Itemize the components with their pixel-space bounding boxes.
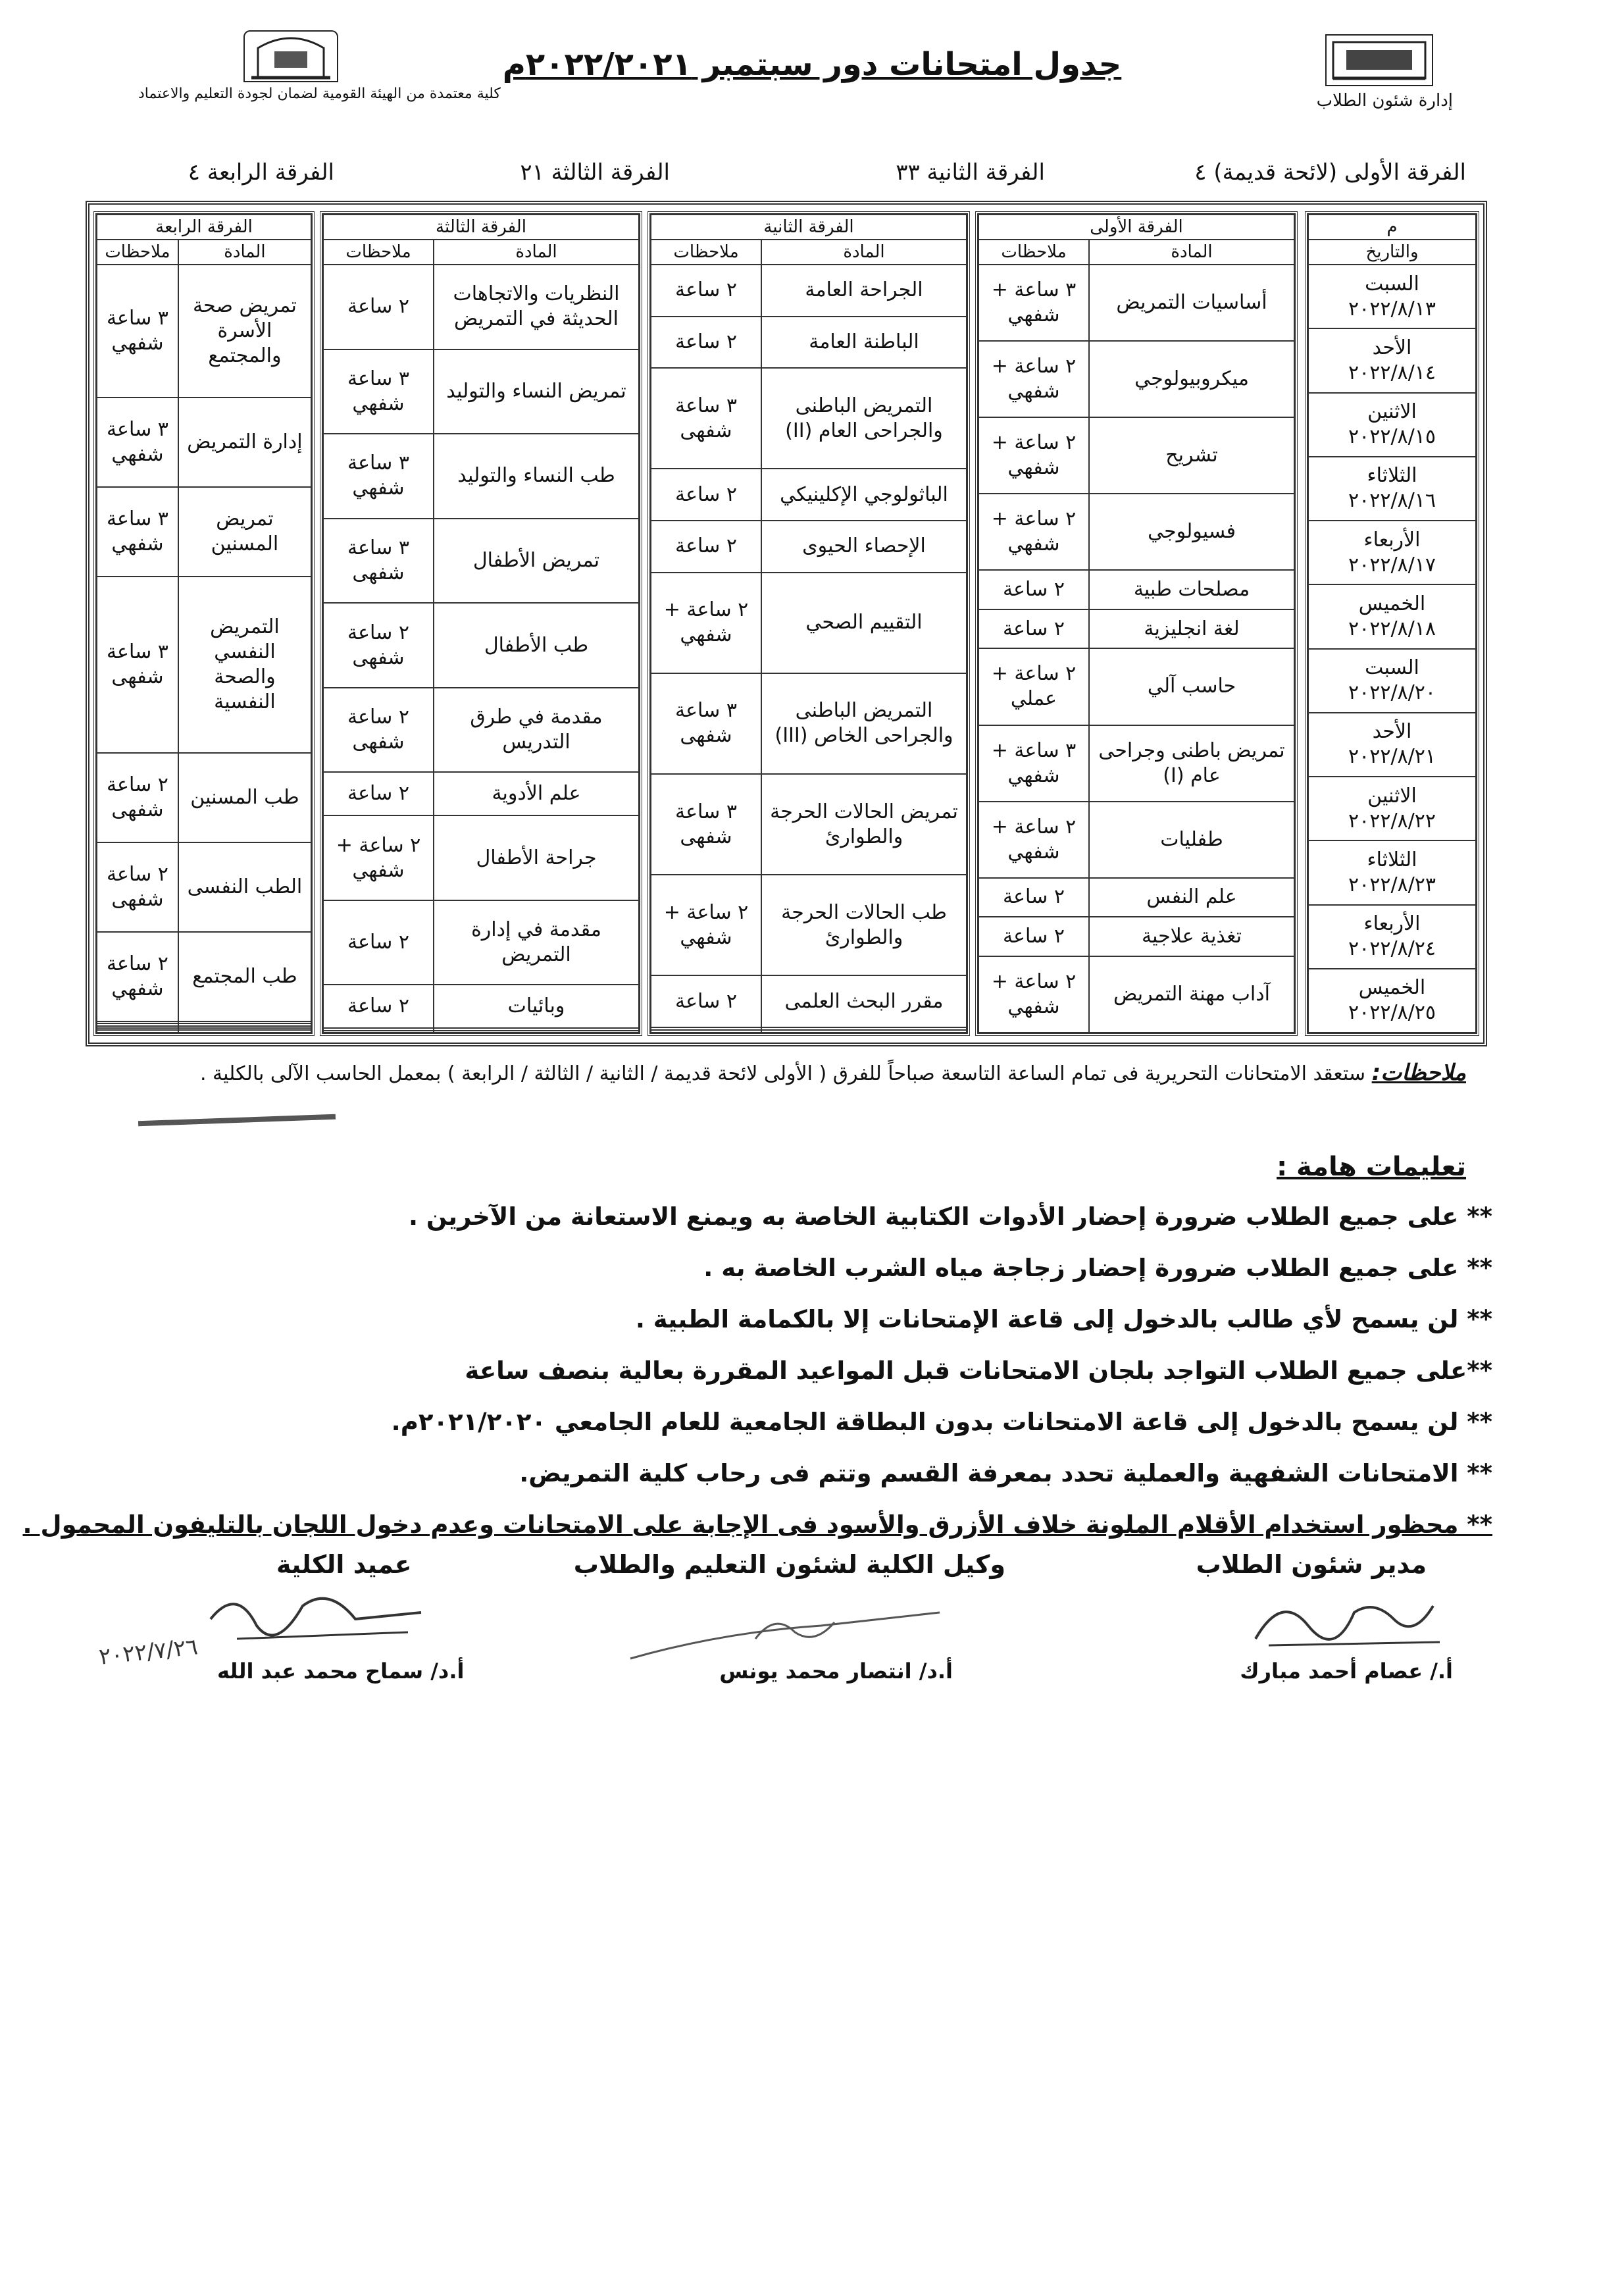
- college-accreditation-text: كلية معتمدة من الهيئة القومية لضمان لجودة التعليم والاعتماد: [138, 86, 501, 102]
- table-row: [978, 956, 1294, 1033]
- group-1-header: الفرقة الأولى: [978, 215, 1294, 240]
- notes-cell: ٢ ساعة شفهى: [97, 842, 178, 932]
- underline-stroke: [138, 1114, 336, 1126]
- day-name: الثلاثاء: [1367, 464, 1417, 488]
- subject-cell: تغذية علاجية: [1089, 917, 1294, 956]
- day-name: الاثنين: [1367, 400, 1417, 424]
- notes-cell: ٢ ساعة: [978, 570, 1089, 609]
- table-row: [1308, 969, 1476, 1033]
- subject-header: المادة: [761, 240, 967, 265]
- notes-cell: ٢ ساعة شفهي: [97, 932, 178, 1021]
- day-name: الاثنين: [1367, 784, 1417, 808]
- notes-header: ملاحظات: [978, 240, 1089, 265]
- instructions-list: [22, 1191, 1492, 1551]
- table-row: [97, 265, 311, 398]
- signature-title-vice-dean: وكيل الكلية لشئون التعليم والطلاب: [573, 1550, 1005, 1579]
- table-row: [978, 878, 1294, 917]
- table-row: [323, 265, 639, 349]
- subject-cell: تمريض الحالات الحرجة والطوارئ: [761, 774, 967, 875]
- table-row: [323, 1031, 639, 1033]
- date-cell: [1308, 328, 1476, 392]
- exam-date: ٢٠٢٢/٨/١٦: [1348, 489, 1436, 513]
- group-4-column: [93, 211, 315, 1036]
- table-row: [978, 609, 1294, 649]
- subject-cell: مقرر البحث العلمى: [761, 975, 967, 1027]
- subject-cell: تمريض المسنين: [178, 487, 311, 577]
- table-row: [978, 494, 1294, 570]
- exam-date: ٢٠٢٢/٨/٢٤: [1348, 937, 1436, 961]
- subject-cell: الجراحة العامة: [761, 265, 967, 317]
- table-row: [1308, 328, 1476, 392]
- notes-cell: ٢ ساعة + عملي: [978, 648, 1089, 725]
- table-row: [1308, 521, 1476, 584]
- notes-header: ملاحظات: [651, 240, 761, 265]
- notes-cell: ٣ ساعة شفهى: [651, 673, 761, 774]
- day-name: الثلاثاء: [1367, 848, 1417, 871]
- table-row: [1308, 840, 1476, 904]
- group-2-column: [647, 211, 970, 1036]
- group-3-header: الفرقة الثالثة: [323, 215, 639, 240]
- table-row: [1308, 713, 1476, 777]
- signature-name-vice-dean: أ.د/ انتصار محمد يونس: [719, 1659, 953, 1684]
- day-name: الخميس: [1358, 592, 1426, 615]
- subject-header: المادة: [434, 240, 639, 265]
- subject-cell: مصلحات طبية: [1089, 570, 1294, 609]
- notes-cell: ٢ ساعة: [323, 772, 434, 815]
- table-row: [97, 1030, 311, 1033]
- instruction-item: ** على جميع الطلاب ضرورة إحضار زجاجة مياه الشرب الخاصة به .: [703, 1254, 1492, 1282]
- notes-cell: [323, 1031, 434, 1033]
- notes-cell: ٢ ساعة + شفهي: [978, 956, 1089, 1033]
- subject-cell: طب الحالات الحرجة والطوارئ: [761, 875, 967, 975]
- table-row: [323, 349, 639, 434]
- date-cell: [1308, 905, 1476, 969]
- exam-date: ٢٠٢٢/٨/٢٢: [1348, 809, 1436, 833]
- subject-cell: الإحصاء الحيوى: [761, 521, 967, 573]
- notes-cell: ٢ ساعة: [323, 900, 434, 985]
- table-row: [978, 802, 1294, 878]
- subject-cell: تمريض الأطفال: [434, 519, 639, 604]
- subject-cell: طب المسنين: [178, 753, 311, 842]
- date-cell: [1308, 649, 1476, 713]
- table-row: [97, 577, 311, 753]
- notes-cell: ٣ ساعة + شفهي: [978, 725, 1089, 802]
- notes-cell: ٢ ساعة: [651, 521, 761, 573]
- subject-cell: فسيولوجي: [1089, 494, 1294, 570]
- table-row: [97, 842, 311, 932]
- date-header: م: [1308, 215, 1476, 240]
- group-2-header: الفرقة الثانية: [651, 215, 967, 240]
- notes-cell: ٢ ساعة: [978, 878, 1089, 917]
- date-column: [1305, 211, 1479, 1036]
- table-row: [651, 673, 967, 774]
- subject-cell: مقدمة في طرق التدريس: [434, 688, 639, 773]
- signature-vice-dean: [624, 1593, 966, 1665]
- notes-header: ملاحظات: [323, 240, 434, 265]
- table-row: [651, 368, 967, 469]
- page-title: جدول امتحانات دور سبتمبر ٢٠٢٢/٢٠٢١م: [502, 46, 1122, 83]
- exam-date: ٢٠٢٢/٨/١٤: [1348, 361, 1436, 384]
- notes-cell: [97, 1030, 178, 1033]
- instruction-item: ** لن يسمح لأي طالب بالدخول إلى قاعة الإمتحانات إلا بالكمامة الطبية .: [635, 1305, 1492, 1333]
- exam-date: ٢٠٢٢/٨/٢٥: [1348, 1001, 1436, 1025]
- subject-cell: التمريض الباطنى والجراحى الخاص (III): [761, 673, 967, 774]
- exam-date: ٢٠٢٢/٨/١٧: [1348, 553, 1436, 577]
- subject-cell: علم الأدوية: [434, 772, 639, 815]
- instruction-item: ** لن يسمح بالدخول إلى قاعة الامتحانات بدون البطاقة الجامعية للعام الجامعي ٢٠٢١/٢٠٢٠م.: [391, 1408, 1492, 1436]
- exam-date: ٢٠٢٢/٨/١٥: [1348, 425, 1436, 449]
- table-row: [1308, 265, 1476, 328]
- signature-name-dean: أ.د/ سماح محمد عبد الله: [217, 1659, 465, 1684]
- notes-cell: ٣ ساعة شفهي: [97, 398, 178, 487]
- subject-cell: تمريض باطنى وجراحى عام (I): [1089, 725, 1294, 802]
- signature-title-dean: عميد الكلية: [276, 1550, 412, 1579]
- subject-cell: طب النساء والتوليد: [434, 434, 639, 519]
- subject-cell: أساسيات التمريض: [1089, 265, 1294, 341]
- group-count-1: الفرقة الأولى (لائحة قديمة) ٤: [1194, 159, 1466, 186]
- date-cell: [1308, 265, 1476, 328]
- notes-cell: ٢ ساعة + شفهي: [651, 573, 761, 673]
- group-1-column: [975, 211, 1298, 1036]
- instruction-item: **على جميع الطلاب التواجد بلجان الامتحانات قبل المواعيد المقررة بعالية بنصف ساعة: [465, 1356, 1492, 1385]
- table-row: [651, 774, 967, 875]
- table-row: [651, 521, 967, 573]
- subject-cell: التمريض الباطنى والجراحى العام (II): [761, 368, 967, 469]
- exam-date: ٢٠٢٢/٨/٢٠: [1348, 681, 1436, 705]
- group-3-column: [320, 211, 642, 1036]
- notes-cell: ٢ ساعة + شفهي: [978, 802, 1089, 878]
- day-name: السبت: [1365, 656, 1419, 680]
- notes-cell: ٢ ساعة: [978, 609, 1089, 649]
- day-name: الخميس: [1358, 976, 1426, 1000]
- table-row: [97, 398, 311, 487]
- subject-cell: مقدمة في إدارة التمريض: [434, 900, 639, 985]
- subject-cell: [761, 1030, 967, 1033]
- date-cell: [1308, 393, 1476, 457]
- table-row: [97, 487, 311, 577]
- signature-dean: [197, 1580, 434, 1659]
- subject-cell: تمريض النساء والتوليد: [434, 349, 639, 434]
- table-row: [97, 753, 311, 842]
- day-name: الأربعاء: [1363, 912, 1421, 936]
- table-row: [651, 573, 967, 673]
- notes-cell: ٢ ساعة شفهى: [323, 603, 434, 688]
- notes-cell: ٣ ساعة شفهي: [97, 265, 178, 398]
- subject-cell: آداب مهنة التمريض: [1089, 956, 1294, 1033]
- notes-cell: ٣ ساعة شفهى: [323, 519, 434, 604]
- notes-cell: ٢ ساعة: [978, 917, 1089, 956]
- date-cell: [1308, 521, 1476, 584]
- table-row: [323, 434, 639, 519]
- notes-cell: ٣ ساعة + شفهي: [978, 265, 1089, 341]
- subject-cell: طب المجتمع: [178, 932, 311, 1021]
- subject-cell: إدارة التمريض: [178, 398, 311, 487]
- table-row: [978, 265, 1294, 341]
- group-4-header: الفرقة الرابعة: [97, 215, 311, 240]
- subject-cell: [178, 1030, 311, 1033]
- table-row: [978, 417, 1294, 494]
- subject-header: المادة: [1089, 240, 1294, 265]
- date-cell: [1308, 840, 1476, 904]
- table-row: [651, 265, 967, 317]
- subject-cell: [434, 1031, 639, 1033]
- instruction-item: ** الامتحانات الشفهية والعملية تحدد بمعرفة القسم وتتم فى رحاب كلية التمريض.: [519, 1459, 1492, 1487]
- group-count-3: الفرقة الثالثة ٢١: [520, 159, 670, 186]
- table-row: [978, 725, 1294, 802]
- subject-cell: التمريض النفسي والصحة النفسية: [178, 577, 311, 753]
- notes-cell: ٣ ساعة شفهى: [97, 577, 178, 753]
- subject-cell: حاسب آلي: [1089, 648, 1294, 725]
- notes-header: ملاحظات: [97, 240, 178, 265]
- table-row: [323, 772, 639, 815]
- group-count-4: الفرقة الرابعة ٤: [188, 159, 334, 186]
- notes-cell: ٣ ساعة شفهي: [323, 349, 434, 434]
- exam-date: ٢٠٢٢/٨/٢١: [1348, 745, 1436, 769]
- notes-cell: ٢ ساعة: [651, 975, 761, 1027]
- signature-student-affairs: [1242, 1580, 1453, 1659]
- table-row: [978, 570, 1294, 609]
- table-row: [323, 985, 639, 1028]
- notes-cell: ٢ ساعة + شفهي: [978, 341, 1089, 417]
- subject-cell: النظريات والاتجاهات الحديثة في التمريض: [434, 265, 639, 349]
- notes-cell: ٢ ساعة شفهى: [323, 688, 434, 773]
- subject-header: المادة: [178, 240, 311, 265]
- table-row: [651, 975, 967, 1027]
- notes-cell: ٢ ساعة: [651, 317, 761, 369]
- notes-cell: [651, 1030, 761, 1033]
- notes-cell: ٢ ساعة + شفهي: [323, 815, 434, 900]
- table-row: [1308, 649, 1476, 713]
- handwritten-date: ٢٠٢٢/٧/٢٦: [97, 1634, 199, 1670]
- date-cell: [1308, 457, 1476, 521]
- notes-cell: ٢ ساعة + شفهي: [978, 494, 1089, 570]
- table-row: [323, 688, 639, 773]
- instruction-item: ** على جميع الطلاب ضرورة إحضار الأدوات الكتابية الخاصة به ويمنع الاستعانة من الآخرين .: [408, 1202, 1492, 1231]
- notes-cell: ٢ ساعة: [323, 985, 434, 1028]
- instructions-title: تعليمات هامة :: [1277, 1152, 1466, 1182]
- remarks-text: ستعقد الامتحانات التحريرية فى تمام الساعة التاسعة صباحاً للفرق ( الأولى لائحة قديمة / الثانية / الثالثة / الرابعة ) بمعمل الحاسب الآلى بالكلية .: [199, 1062, 1366, 1085]
- notes-cell: ٣ ساعة شفهى: [651, 368, 761, 469]
- subject-cell: تمريض صحة الأسرة والمجتمع: [178, 265, 311, 398]
- table-row: [978, 341, 1294, 417]
- subject-cell: التقييم الصحي: [761, 573, 967, 673]
- table-row: [323, 603, 639, 688]
- department-name: إدارة شئون الطلاب: [1316, 91, 1453, 111]
- table-row: [97, 932, 311, 1021]
- signature-title-student-affairs: مدير شئون الطلاب: [1196, 1550, 1427, 1579]
- remarks: [117, 1058, 1466, 1089]
- remarks-label: ملاحظات:: [1371, 1060, 1466, 1086]
- exam-date: ٢٠٢٢/٨/١٨: [1348, 617, 1436, 640]
- notes-cell: ٢ ساعة: [323, 265, 434, 349]
- subject-cell: وبائيات: [434, 985, 639, 1028]
- exam-date: ٢٠٢٢/٨/١٣: [1348, 297, 1436, 321]
- subject-cell: الطب النفسى: [178, 842, 311, 932]
- notes-cell: ٢ ساعة: [651, 265, 761, 317]
- notes-cell: ٣ ساعة شفهي: [97, 487, 178, 577]
- table-row: [1308, 777, 1476, 840]
- day-name: الأربعاء: [1363, 528, 1421, 552]
- subject-cell: ميكروبيولوجي: [1089, 341, 1294, 417]
- subject-cell: تشريح: [1089, 417, 1294, 494]
- notes-cell: ٢ ساعة: [651, 469, 761, 521]
- notes-cell: ٣ ساعة شفهي: [323, 434, 434, 519]
- table-row: [651, 1030, 967, 1033]
- table-row: [1308, 457, 1476, 521]
- date-cell: [1308, 969, 1476, 1033]
- subject-cell: لغة انجليزية: [1089, 609, 1294, 649]
- table-row: [323, 900, 639, 985]
- subject-cell: جراحة الأطفال: [434, 815, 639, 900]
- notes-cell: ٣ ساعة شفهى: [651, 774, 761, 875]
- table-row: [651, 469, 967, 521]
- signature-name-student-affairs: أ./ عصام أحمد مبارك: [1240, 1659, 1453, 1684]
- date-header-2: والتاريخ: [1308, 240, 1476, 265]
- date-cell: [1308, 584, 1476, 648]
- day-name: الأحد: [1372, 720, 1412, 744]
- subject-cell: طب الأطفال: [434, 603, 639, 688]
- notes-cell: ٢ ساعة + شفهي: [651, 875, 761, 975]
- subject-cell: الباثولوجي الإكلينيكي: [761, 469, 967, 521]
- group-count-2: الفرقة الثانية ٣٣: [896, 159, 1045, 186]
- notes-cell: ٢ ساعة شفهى: [97, 753, 178, 842]
- exam-date: ٢٠٢٢/٨/٢٣: [1348, 873, 1436, 896]
- notes-cell: ٢ ساعة + شفهي: [978, 417, 1089, 494]
- table-row: [1308, 584, 1476, 648]
- subject-cell: طفليات: [1089, 802, 1294, 878]
- day-name: السبت: [1365, 272, 1419, 296]
- subject-cell: علم النفس: [1089, 878, 1294, 917]
- table-row: [978, 648, 1294, 725]
- date-cell: [1308, 777, 1476, 840]
- instruction-item: ** محظور استخدام الأقلام الملونة خلاف الأزرق والأسود فى الإجابة على الامتحانات وعدم دخول اللجان بالتليفون المحمول .: [22, 1510, 1492, 1539]
- table-row: [651, 317, 967, 369]
- table-row: [651, 875, 967, 975]
- table-row: [1308, 393, 1476, 457]
- table-row: [323, 519, 639, 604]
- table-row: [1308, 905, 1476, 969]
- subject-cell: الباطنة العامة: [761, 317, 967, 369]
- date-cell: [1308, 713, 1476, 777]
- day-name: الأحد: [1372, 336, 1412, 359]
- table-row: [978, 917, 1294, 956]
- table-row: [323, 815, 639, 900]
- exam-schedule-table: [86, 201, 1487, 1046]
